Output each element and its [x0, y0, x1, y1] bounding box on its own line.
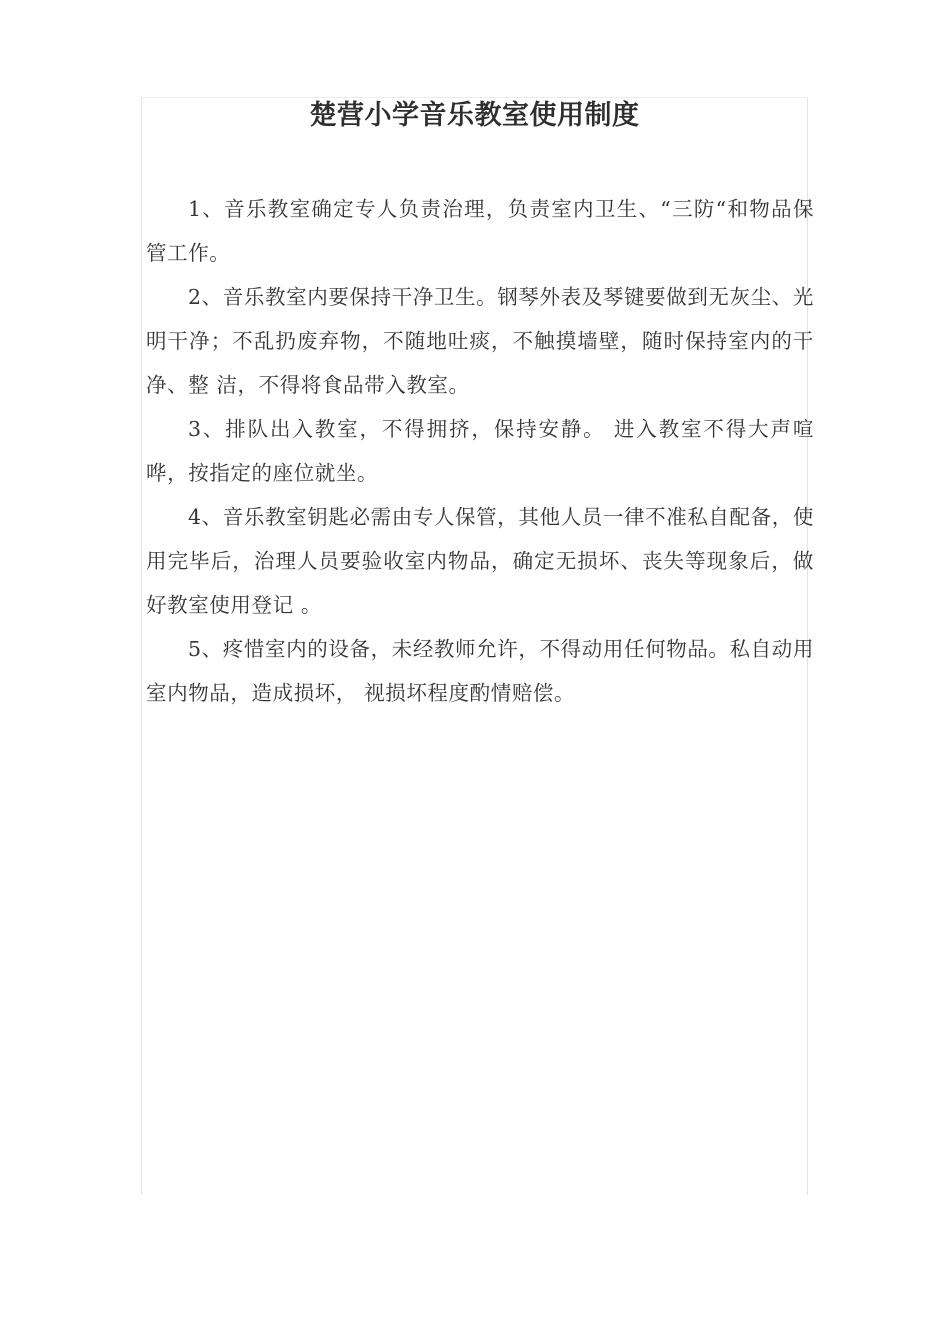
- rule-paragraph-1: 1、音乐教室确定专人负责治理，负责室内卫生、“三防“和物品保管工作。: [146, 197, 814, 265]
- document-title: 楚营小学音乐教室使用制度: [309, 100, 640, 131]
- rule-paragraph-2: 2、音乐教室内要保持干净卫生。钢琴外表及琴键要做到无灰尘、光明干净；不乱扔废弃物，不随地吐痰，不触摸墙壁，随时保持室内的干净、整 洁，不得将食品带入教室。: [146, 285, 814, 397]
- rule-paragraph-3: 3、排队出入教室，不得拥挤，保持安静。 进入教室不得大声喧哗，按指定的座位就坐。: [146, 417, 814, 485]
- rule-paragraph-5: 5、疼惜室内的设备，未经教师允许，不得动用任何物品。私自动用室内物品，造成损坏， 视损坏程度酌情赔偿。: [146, 637, 814, 705]
- rule-paragraph-4: 4、音乐教室钥匙必需由专人保管，其他人员一律不准私自配备，使用完毕后，治理人员要验收室内物品，确定无损坏、丧失等现象后，做好教室使用登记 。: [146, 505, 814, 617]
- document-body: [146, 187, 814, 715]
